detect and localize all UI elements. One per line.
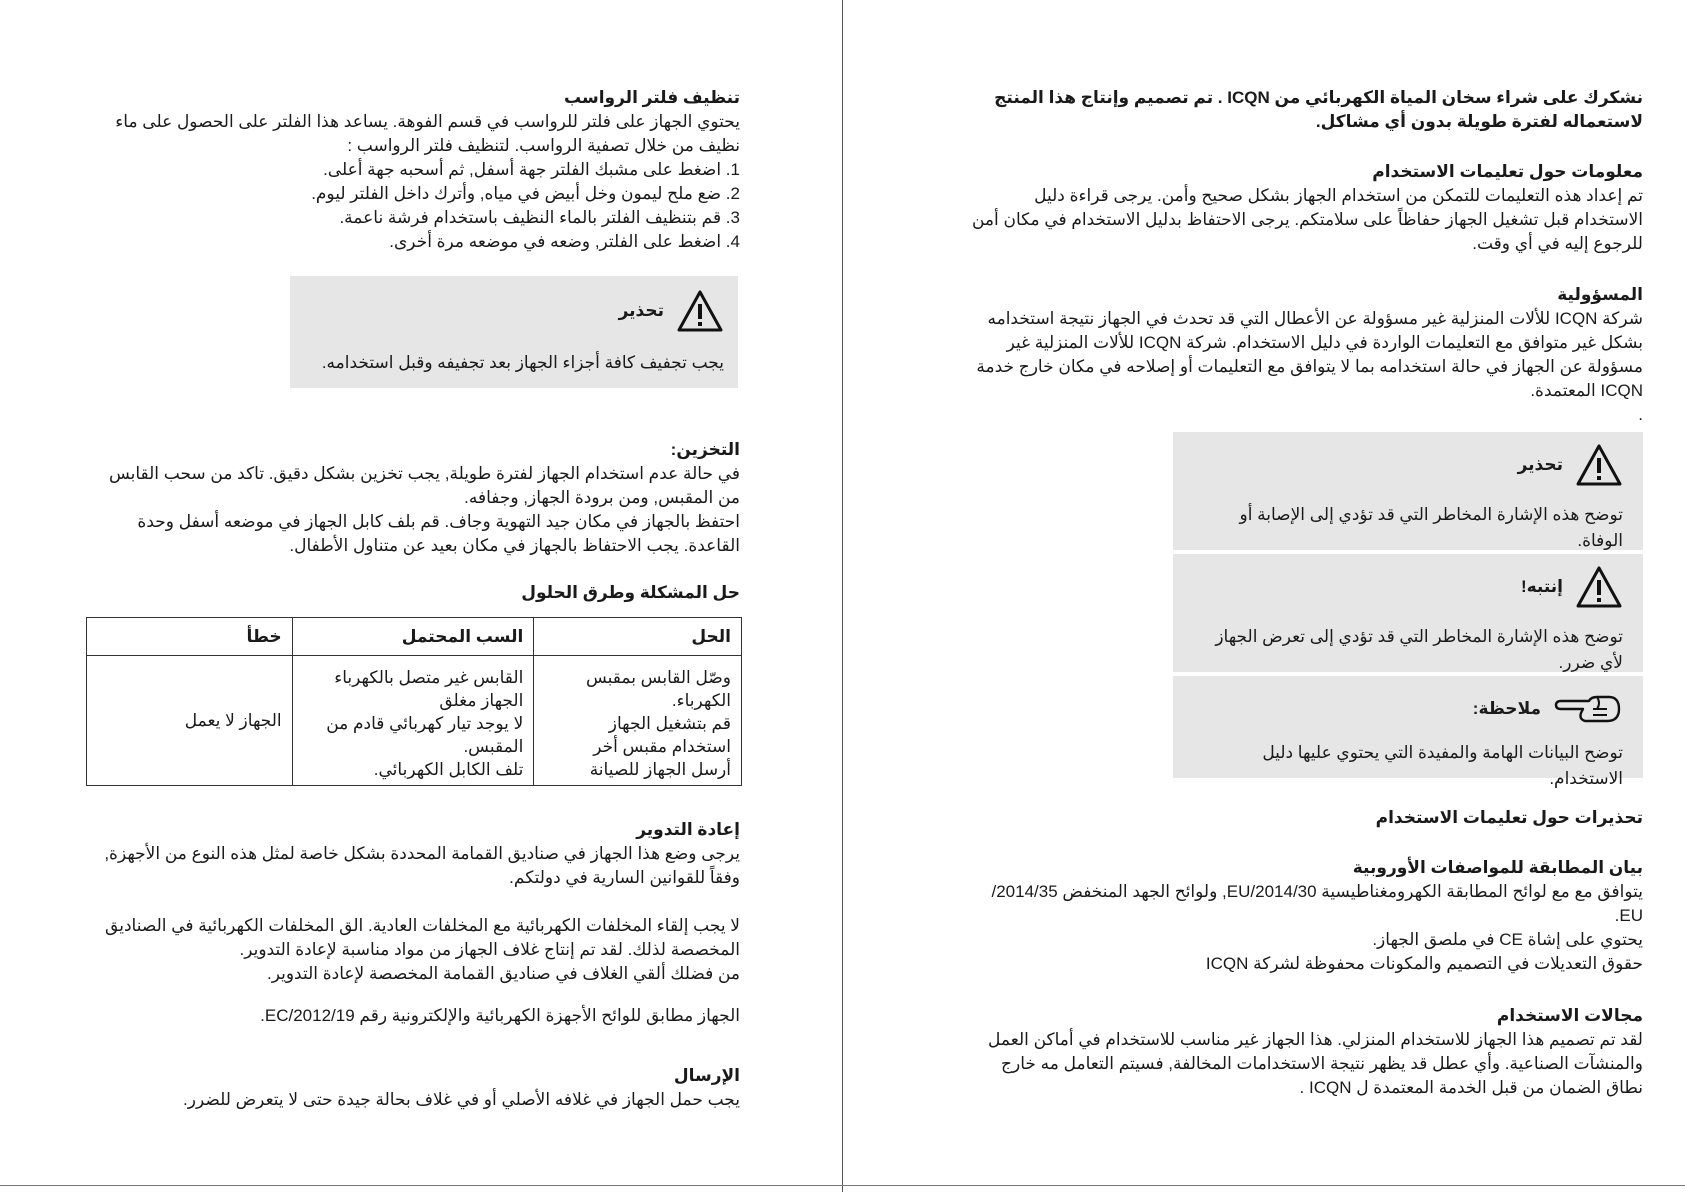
shipping-paragraph: يجب حمل الجهاز في غلافه الأصلي أو في غلاف بحالة جيدة حتى لا يتعرض للضرر. bbox=[183, 1090, 740, 1109]
recycle-section bbox=[100, 818, 740, 1028]
eu-title: بيان المطابقة للمواصفات الأوروبية bbox=[1352, 858, 1643, 877]
cause-line: الجهاز مغلق bbox=[439, 691, 524, 710]
filter-step: 1. اضغط على مشبك الفلتر جهة أسفل, ثم أسحبه جهة أعلى. bbox=[323, 160, 740, 179]
filter-steps bbox=[100, 158, 740, 254]
eu-line-3: يحتوي على إشاة CE في ملصق الجهاز. bbox=[1372, 930, 1643, 949]
cause-line: تلف الكابل الكهربائي. bbox=[373, 760, 524, 779]
eu-section bbox=[963, 856, 1643, 976]
warning-box-text: توضح هذه الإشارة المخاطر التي قد تؤدي إلى الإصابة أو الوفاة. bbox=[1239, 505, 1623, 550]
warning-box-label: تحذير bbox=[618, 301, 664, 320]
liability-section bbox=[963, 283, 1643, 427]
warning-box-head bbox=[304, 286, 724, 336]
filter-step: 3. قم بتنظيف الفلتر بالماء النظيف باستخدام فرشة ناعمة. bbox=[339, 208, 740, 227]
recycle-paragraph-3: من فضلك ألقي الغلاف في صناديق القمامة المخصصة لإعادة التدوير. bbox=[267, 964, 740, 983]
warning-box bbox=[1173, 432, 1643, 550]
warning-triangle-icon bbox=[1575, 443, 1623, 487]
cause-line: لا يوجد تيار كهربائي قادم من bbox=[326, 714, 524, 733]
intro-section bbox=[963, 86, 1643, 134]
intro-text: نشكرك على شراء سخان المياة الكهربائي من ICQN . تم تصميم وإنتاج هذا المنتج لاستعماله لفترة طويلة بدون أي مشاكل. bbox=[994, 88, 1643, 131]
solution-line: أرسل الجهاز للصيانة bbox=[589, 760, 731, 779]
shipping-title: الإرسال bbox=[673, 1066, 740, 1085]
cause-line: المقبس. bbox=[463, 737, 524, 756]
solution-line: قم بتشغيل الجهاز bbox=[608, 714, 731, 733]
trouble-title: حل المشكلة وطرق الحلول bbox=[521, 583, 740, 602]
solution-line: الكهرباء. bbox=[671, 691, 731, 710]
info-title: معلومات حول تعليمات الاستخدام bbox=[1372, 162, 1643, 181]
usage-paragraph: لقد تم تصميم هذا الجهاز للاستخدام المنزلي. هذا الجهاز غير مناسب للاستخدام في أماكن العمل والمنشآت الصناعية. وأي عطل قد يظهر نتيجة الاستخدامات المخالفة, فسيتم التعامل مه خارج نطاق الضمان من قبل الخدمة المعتمدة ل ICQN . bbox=[988, 1030, 1643, 1097]
warning-box bbox=[290, 276, 738, 388]
filter-step: 4. اضغط على الفلتر, وضعه في موضعه مرة أخرى. bbox=[389, 232, 740, 251]
warnings-title: تحذيرات حول تعليمات الاستخدام bbox=[1375, 808, 1643, 827]
warnings-title-section bbox=[963, 806, 1643, 830]
warning-box-head bbox=[1193, 440, 1623, 490]
left-page bbox=[0, 0, 842, 1192]
header-error: خطأ bbox=[87, 618, 293, 656]
recycle-paragraph-1: يرجى وضع هذا الجهاز في صناديق القمامة المحددة بشكل خاصة لمثل هذه النوع من الأجهزة, وفقاً للقوانين السارية في دولتكم. bbox=[104, 844, 740, 887]
eu-line-2: EU. bbox=[1614, 906, 1643, 925]
error-cell: الجهاز لا يعمل bbox=[87, 656, 293, 786]
warning-triangle-icon bbox=[676, 289, 724, 333]
recycle-paragraph-4: الجهاز مطابق للوائح الأجهزة الكهربائية والإلكترونية رقم EC/2012/19. bbox=[260, 1006, 740, 1025]
table-row bbox=[87, 656, 742, 786]
warning-box-text: يجب تجفيف كافة أجزاء الجهاز بعد تجفيفه وقبل استخدامه. bbox=[321, 353, 724, 372]
caution-box-head bbox=[1193, 562, 1623, 612]
filter-paragraph: يحتوي الجهاز على فلتر للرواسب في قسم الفوهة. يساعد هذا الفلتر على الحصول على ماء نظيف من خلال تصفية الرواسب. لتنظيف فلتر الرواسب : bbox=[115, 112, 740, 155]
liability-dot: . bbox=[1638, 405, 1643, 424]
caution-box bbox=[1173, 554, 1643, 672]
info-section bbox=[963, 160, 1643, 256]
eu-line-4: حقوق التعديلات في التصميم والمكونات محفوظة لشركة ICQN bbox=[1205, 954, 1643, 973]
filter-title: تنظيف فلتر الرواسب bbox=[564, 88, 740, 107]
solution-cell bbox=[534, 656, 742, 786]
usage-title: مجالات الاستخدام bbox=[1496, 1006, 1643, 1025]
note-box-label: ملاحظة: bbox=[1472, 699, 1541, 718]
eu-line-1: يتوافق مع مع لوائح المطابقة الكهرومغناطيسية EU/2014/30, ولوائح الجهد المنخفض 2014/35/ bbox=[991, 882, 1643, 901]
storage-section bbox=[100, 438, 740, 558]
cause-cell bbox=[292, 656, 534, 786]
header-cause: السب المحتمل bbox=[292, 618, 534, 656]
shipping-section bbox=[100, 1064, 740, 1112]
filter-section bbox=[100, 86, 740, 254]
storage-paragraph-1: في حالة عدم استخدام الجهاز لفترة طويلة, يجب تخزين بشكل دقيق. تاكد من سحب القابس من المقبس, ومن برودة الجهاز, وجفافه. bbox=[108, 464, 740, 507]
note-box bbox=[1173, 676, 1643, 788]
solution-line: استخدام مقبس أخر bbox=[593, 737, 731, 756]
troubleshooting-table bbox=[86, 617, 742, 786]
warning-triangle-icon bbox=[1575, 565, 1623, 609]
recycle-paragraph-2: لا يجب إلقاء المخلفات الكهربائية مع المخلفات العادية. الق المخلفات الكهربائية في الصناديق المخصصة لذلك. لقد تم إنتاج غلاف الجهاز من مواد مناسبة لإعادة التدوير. bbox=[105, 916, 740, 959]
caution-box-text: توضح هذه الإشارة المخاطر التي قد تؤدي إلى تعرض الجهاز لأي ضرر. bbox=[1215, 627, 1623, 672]
trouble-section bbox=[100, 581, 740, 605]
header-solution: الحل bbox=[534, 618, 742, 656]
filter-step: 2. ضع ملح ليمون وخل أبيض في مياه, وأترك داخل الفلتر ليوم. bbox=[311, 184, 740, 203]
table-header-row bbox=[87, 618, 742, 656]
caution-box-label: إنتبه! bbox=[1520, 577, 1563, 596]
usage-section bbox=[963, 1004, 1643, 1100]
info-paragraph: تم إعداد هذه التعليمات للتمكن من استخدام الجهاز بشكل صحيح وأمن. يرجى قراءة دليل الاستخدام قبل تشغيل الجهاز حفاظاً على سلامتكم. يرجى الاحتفاظ بدليل الاستخدام في مكان أمن للرجوع إليه في أي وقت. bbox=[971, 186, 1643, 253]
right-page bbox=[843, 0, 1685, 1192]
cause-line: القابس غير متصل بالكهرباء bbox=[334, 668, 524, 687]
storage-title: التخزين: bbox=[670, 440, 740, 459]
pointing-hand-icon bbox=[1553, 689, 1623, 729]
warning-box-label: تحذير bbox=[1517, 455, 1563, 474]
note-box-head bbox=[1193, 684, 1623, 734]
liability-paragraph: شركة ICQN للألات المنزلية غير مسؤولة عن الأعطال التي قد تحدث في الجهاز نتيجة استخدامه بشكل غير متوافق مع التعليمات الواردة في دليل الاستخدام. شركة ICQN للألات المنزلية غير مسؤولة عن الجهاز في حالة استخدامه بما لا يتوافق مع التعليمات أو إصلاحه في مكان خارج خدمة ICQN المعتمدة. bbox=[976, 309, 1643, 400]
note-box-text: توضح البيانات الهامة والمفيدة التي يحتوي عليها دليل الاستخدام. bbox=[1262, 743, 1623, 788]
recycle-title: إعادة التدوير bbox=[636, 820, 740, 839]
liability-title: المسؤولية bbox=[1557, 285, 1643, 304]
solution-line: وصّل القابس بمقبس bbox=[585, 668, 731, 687]
storage-paragraph-2: احتفظ بالجهاز في مكان جيد التهوية وجاف. قم بلف كابل الجهاز في موضعه أسفل وحدة القاعدة. يجب الاحتفاظ بالجهاز في مكان بعيد عن متناول الأطفال. bbox=[137, 512, 740, 555]
